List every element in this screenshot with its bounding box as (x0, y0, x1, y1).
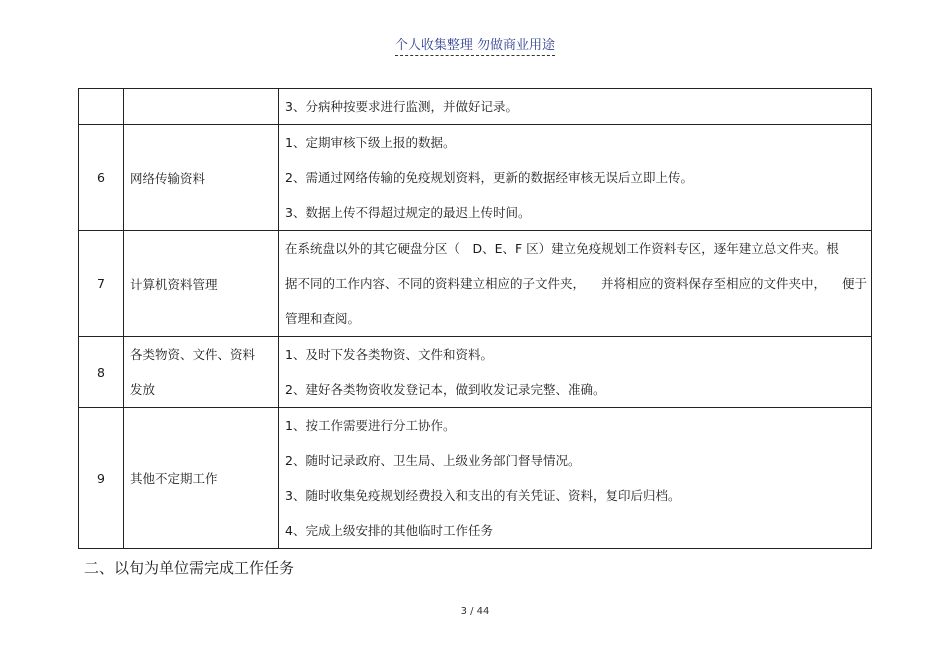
task-name (124, 89, 279, 125)
task-name-line: 发放 (130, 382, 156, 397)
description-fragment: 据不同的工作内容、不同的资料建立相应的子文件夹， (285, 276, 586, 291)
table-row (79, 337, 872, 408)
description-line: 2、随时记录政府、卫生局、上级业务部门督导情况。 (285, 453, 581, 468)
task-name: 其他不定期工作 (124, 408, 279, 549)
task-name: 网络传输资料 (124, 125, 279, 231)
page-number: 3 / 44 (460, 606, 490, 617)
description-line: 4、完成上级安排的其他临时工作任务 (285, 523, 493, 538)
section-heading: 二、以旬为单位需完成工作任务 (84, 559, 295, 577)
task-description (279, 89, 872, 125)
row-number: 8 (79, 337, 124, 408)
row-number: 6 (79, 125, 124, 231)
description-line: 在系统盘以外的其它硬盘分区（ D、E、F 区）建立免疫规划工作资料专区，逐年建立总文件夹。根 (285, 241, 839, 256)
table-row (79, 125, 872, 231)
description-line: 2、建好各类物资收发登记本，做到收发记录完整、准确。 (285, 382, 606, 397)
table-row (79, 408, 872, 549)
description-fragment: 并将相应的资料保存至相应的文件夹中， (600, 276, 826, 291)
task-description (279, 408, 872, 549)
task-name (124, 337, 279, 408)
description-line: 3、数据上传不得超过规定的最迟上传时间。 (285, 205, 531, 220)
task-description (279, 337, 872, 408)
description-line: 1、定期审核下级上报的数据。 (285, 135, 456, 150)
description-line (285, 266, 867, 301)
description-line: 1、按工作需要进行分工协作。 (285, 418, 456, 433)
table-row (79, 89, 872, 125)
task-description (279, 231, 872, 337)
description-line: 3、分病种按要求进行监测，并做好记录。 (285, 99, 518, 114)
description-line: 管理和查阅。 (285, 311, 361, 326)
description-line: 3、随时收集免疫规划经费投入和支出的有关凭证、资料，复印后归档。 (285, 488, 681, 503)
description-line: 1、及时下发各类物资、文件和资料。 (285, 347, 493, 362)
row-number: 9 (79, 408, 124, 549)
task-description (279, 125, 872, 231)
row-number: 7 (79, 231, 124, 337)
table-row (79, 231, 872, 337)
page-header (0, 34, 950, 53)
task-table (78, 88, 872, 549)
task-name: 计算机资料管理 (124, 231, 279, 337)
description-line: 2、需通过网络传输的免疫规划资料，更新的数据经审核无误后立即上传。 (285, 170, 693, 185)
description-fragment: 便于 (841, 276, 867, 291)
task-name-line: 各类物资、文件、资料 (130, 347, 256, 362)
row-number (79, 89, 124, 125)
header-text: 个人收集整理 勿做商业用途 (395, 38, 555, 56)
